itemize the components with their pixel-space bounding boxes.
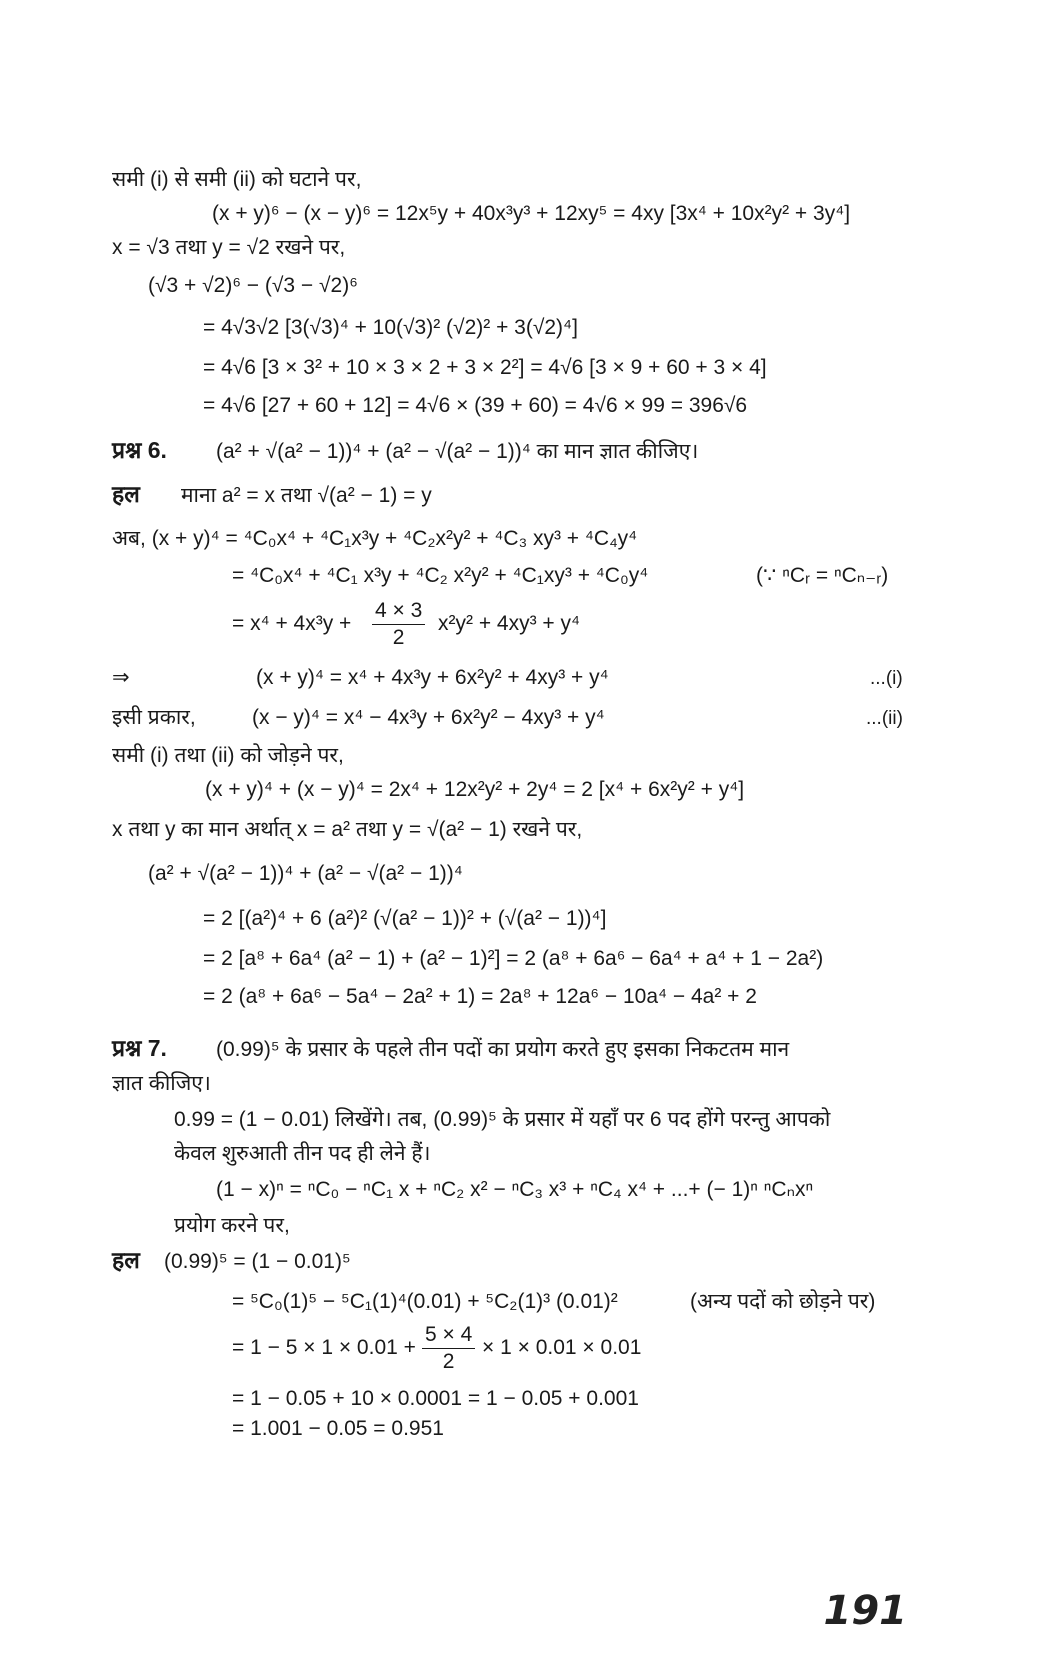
question-label: प्रश्न 6. [112, 437, 167, 463]
fraction-denominator: 2 [442, 1350, 455, 1373]
text-line: समी (i) से समी (ii) को घटाने पर, [112, 168, 362, 191]
question-text: ज्ञात कीजिए। [112, 1072, 211, 1095]
equation-line: = 1 − 5 × 1 × 0.01 + [232, 1336, 416, 1359]
equation-line: = 2 [a⁸ + 6a⁴ (a² − 1) + (a² − 1)²] = 2 (a⁸ + 6a⁶ − 6a⁴ + a⁴ + 1 − 2a²) [203, 947, 824, 970]
fraction [422, 1322, 475, 1375]
equation-number: ...(ii) [866, 708, 903, 729]
question-text: (a² + √(a² − 1))⁴ + (a² − √(a² − 1))⁴ का मान ज्ञात कीजिए। [216, 440, 699, 463]
equation-line: (0.99)⁵ = (1 − 0.01)⁵ [164, 1250, 351, 1273]
equation-line: (x + y)⁶ − (x − y)⁶ = 12x⁵y + 40x³y³ + 12xy⁵ = 4xy [3x⁴ + 10x²y² + 3y⁴] [212, 202, 851, 225]
text-line: समी (i) तथा (ii) को जोड़ने पर, [112, 744, 344, 767]
equation-line: = ⁴C₀x⁴ + ⁴C₁ x³y + ⁴C₂ x²y² + ⁴C₁xy³ + ⁴C₀y⁴ [232, 564, 649, 587]
equation-line: = 4√6 [3 × 3² + 10 × 3 × 2 + 3 × 2²] = 4√6 [3 × 9 + 60 + 3 × 4] [203, 356, 767, 379]
fraction-numerator: 4 × 3 [372, 598, 425, 625]
text-line: प्रयोग करने पर, [174, 1214, 290, 1237]
equation-number: ...(i) [870, 668, 903, 689]
equation-line: = 2 [(a²)⁴ + 6 (a²)² (√(a² − 1))² + (√(a² − 1))⁴] [203, 907, 607, 930]
page-number: 191 [823, 1588, 907, 1634]
equation-line: (a² + √(a² − 1))⁴ + (a² − √(a² − 1))⁴ [148, 862, 463, 885]
equation-line: (1 − x)ⁿ = ⁿC₀ − ⁿC₁ x + ⁿC₂ x² − ⁿC₃ x³ + ⁿC₄ x⁴ + ...+ (− 1)ⁿ ⁿCₙxⁿ [216, 1178, 814, 1201]
equation-line: अब, (x + y)⁴ = ⁴C₀x⁴ + ⁴C₁x³y + ⁴C₂x²y² + ⁴C₃ xy³ + ⁴C₄y⁴ [112, 527, 638, 550]
text-line: x = √3 तथा y = √2 रखने पर, [112, 236, 346, 259]
equation-line: (x + y)⁴ = x⁴ + 4x³y + 6x²y² + 4xy³ + y⁴ [256, 666, 609, 689]
question-text: (0.99)⁵ के प्रसार के पहले तीन पदों का प्रयोग करते हुए इसका निकटतम मान [216, 1038, 790, 1061]
equation-line: = 4√3√2 [3(√3)⁴ + 10(√3)² (√2)² + 3(√2)⁴] [203, 316, 578, 339]
equation-line: = 4√6 [27 + 60 + 12] = 4√6 × (39 + 60) = 4√6 × 99 = 396√6 [203, 394, 748, 417]
text-line: केवल शुरुआती तीन पद ही लेने हैं। [174, 1142, 431, 1165]
equation-line: (√3 + √2)⁶ − (√3 − √2)⁶ [148, 274, 358, 297]
equation-line: = 1.001 − 0.05 = 0.951 [232, 1417, 444, 1440]
text-line: माना a² = x तथा √(a² − 1) = y [181, 484, 432, 507]
equation-line: = 1 − 0.05 + 10 × 0.0001 = 1 − 0.05 + 0.001 [232, 1387, 639, 1410]
equation-line: x²y² + 4xy³ + y⁴ [438, 612, 581, 635]
equation-line: = x⁴ + 4x³y + [232, 612, 352, 635]
fraction-denominator: 2 [392, 626, 405, 649]
solution-label: हल [112, 1247, 140, 1273]
equation-note: (अन्य पदों को छोड़ने पर) [690, 1290, 876, 1313]
fraction [372, 598, 425, 651]
text-line: x तथा y का मान अर्थात् x = a² तथा y = √(a² − 1) रखने पर, [112, 818, 583, 841]
text-line: इसी प्रकार, [112, 706, 196, 729]
equation-line: (x + y)⁴ + (x − y)⁴ = 2x⁴ + 12x²y² + 2y⁴ = 2 [x⁴ + 6x²y² + y⁴] [205, 778, 745, 801]
equation-line: = ⁵C₀(1)⁵ − ⁵C₁(1)⁴(0.01) + ⁵C₂(1)³ (0.01)² [232, 1290, 618, 1313]
implies-symbol: ⇒ [112, 666, 130, 689]
equation-note: (∵ ⁿCᵣ = ⁿCₙ₋ᵣ) [756, 564, 889, 587]
text-line: 0.99 = (1 − 0.01) लिखेंगे। तब, (0.99)⁵ के प्रसार में यहाँ पर 6 पद होंगे परन्तु आपको [174, 1108, 831, 1131]
solution-label: हल [112, 481, 140, 507]
equation-line: = 2 (a⁸ + 6a⁶ − 5a⁴ − 2a² + 1) = 2a⁸ + 12a⁶ − 10a⁴ − 4a² + 2 [203, 985, 757, 1008]
equation-line: (x − y)⁴ = x⁴ − 4x³y + 6x²y² − 4xy³ + y⁴ [252, 706, 605, 729]
equation-line: × 1 × 0.01 × 0.01 [482, 1336, 642, 1359]
fraction-numerator: 5 × 4 [422, 1322, 475, 1349]
question-label: प्रश्न 7. [112, 1035, 167, 1061]
